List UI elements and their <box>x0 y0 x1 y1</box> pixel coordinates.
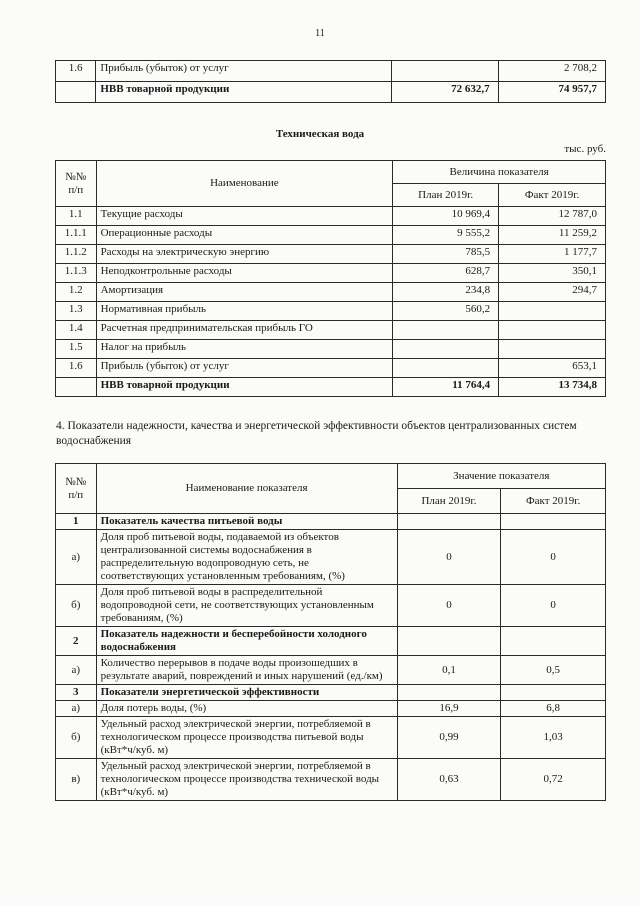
row-name: Неподконтрольные расходы <box>96 264 393 283</box>
table-row <box>56 245 606 264</box>
page-number: 11 <box>315 28 325 39</box>
header-num: №№ п/п <box>56 464 97 514</box>
row-fact: 6,8 <box>501 701 606 717</box>
row-plan: 785,5 <box>393 245 499 264</box>
row-name: Доля проб питьевой воды, подаваемой из объектов централизованной системы водоснабжения в распределительную водопроводную сеть, не соответствующих установленным требованиям, (%) <box>96 530 397 585</box>
table-row <box>56 61 606 82</box>
row-fact: 0 <box>501 530 606 585</box>
row-fact <box>501 685 606 701</box>
row-name: Удельный расход электрической энергии, потребляемой в технологическом процессе производства технической воды (кВт*ч/куб. м) <box>96 759 397 801</box>
row-num: 1.5 <box>56 340 97 359</box>
header-group: Значение показателя <box>397 464 605 489</box>
row-name: Нормативная прибыль <box>96 302 393 321</box>
row-plan: 10 969,4 <box>393 207 499 226</box>
row-name: Показатель качества питьевой воды <box>96 514 397 530</box>
row-name: НВВ товарной продукции <box>96 82 392 103</box>
row-name: Доля проб питьевой воды в распределительной водопроводной сети, не соответствующих установленным требованиям, (%) <box>96 585 397 627</box>
row-plan: 72 632,7 <box>392 82 498 103</box>
row-fact <box>501 627 606 656</box>
row-num: б) <box>56 585 97 627</box>
row-fact: 653,1 <box>499 359 606 378</box>
row-name: Доля потерь воды, (%) <box>96 701 397 717</box>
row-plan: 234,8 <box>393 283 499 302</box>
header-name: Наименование показателя <box>96 464 397 514</box>
row-plan: 560,2 <box>393 302 499 321</box>
header-fact: Факт 2019г. <box>501 489 606 514</box>
row-num: в) <box>56 759 97 801</box>
row-plan: 0 <box>397 530 501 585</box>
table-row <box>56 264 606 283</box>
row-plan: 628,7 <box>393 264 499 283</box>
row-plan: 0,1 <box>397 656 501 685</box>
row-name: Количество перерывов в подаче воды произошедших в результате аварий, повреждений и иных нарушений (ед./км) <box>96 656 397 685</box>
row-num: 1.1.1 <box>56 226 97 245</box>
unit-label: тыс. руб. <box>564 143 606 155</box>
header-plan: План 2019г. <box>397 489 501 514</box>
row-name: Показатель надежности и бесперебойности холодного водоснабжения <box>96 627 397 656</box>
header-name: Наименование <box>96 161 393 207</box>
row-fact: 12 787,0 <box>499 207 606 226</box>
row-num: 1.1.3 <box>56 264 97 283</box>
table-top-continuation <box>55 60 606 103</box>
section-row <box>56 627 606 656</box>
row-plan <box>397 514 501 530</box>
header-group: Величина показателя <box>393 161 606 184</box>
row-name: Операционные расходы <box>96 226 393 245</box>
row-num: 3 <box>56 685 97 701</box>
row-num: 2 <box>56 627 97 656</box>
row-name: Прибыль (убыток) от услуг <box>96 61 392 82</box>
row-plan <box>392 61 498 82</box>
row-num: 1.1.2 <box>56 245 97 264</box>
row-fact: 1,03 <box>501 717 606 759</box>
row-plan <box>397 685 501 701</box>
table-row <box>56 585 606 627</box>
row-num: 1.1 <box>56 207 97 226</box>
row-fact: 74 957,7 <box>498 82 605 103</box>
table-row <box>56 340 606 359</box>
row-fact: 1 177,7 <box>499 245 606 264</box>
row-name: НВВ товарной продукции <box>96 378 393 397</box>
row-fact: 11 259,2 <box>499 226 606 245</box>
row-plan: 0,63 <box>397 759 501 801</box>
table-indicators <box>55 463 606 801</box>
section-row <box>56 685 606 701</box>
table-row <box>56 283 606 302</box>
section-4-heading: 4. Показатели надежности, качества и энергетической эффективности объектов централизованных систем водоснабжения <box>56 420 577 447</box>
row-num: 1.4 <box>56 321 97 340</box>
row-fact: 350,1 <box>499 264 606 283</box>
row-plan <box>393 321 499 340</box>
row-plan: 16,9 <box>397 701 501 717</box>
row-plan <box>397 627 501 656</box>
row-fact: 13 734,8 <box>499 378 606 397</box>
header-fact: Факт 2019г. <box>499 184 606 207</box>
section-title-tech-water: Техническая вода <box>275 128 365 140</box>
row-plan: 0,99 <box>397 717 501 759</box>
row-plan: 9 555,2 <box>393 226 499 245</box>
row-fact <box>501 514 606 530</box>
table-row <box>56 759 606 801</box>
row-num <box>56 82 96 103</box>
header-plan: План 2019г. <box>393 184 499 207</box>
row-num: а) <box>56 656 97 685</box>
table-row <box>56 530 606 585</box>
row-name: Удельный расход электрической энергии, потребляемой в технологическом процессе производства питьевой воды (кВт*ч/куб. м) <box>96 717 397 759</box>
row-num: 1.3 <box>56 302 97 321</box>
row-fact <box>499 321 606 340</box>
table-row <box>56 302 606 321</box>
table-row <box>56 207 606 226</box>
row-name: Амортизация <box>96 283 393 302</box>
table-row <box>56 656 606 685</box>
row-fact: 2 708,2 <box>498 61 605 82</box>
table-row <box>56 701 606 717</box>
table-row <box>56 359 606 378</box>
row-num <box>56 378 97 397</box>
row-name: Прибыль (убыток) от услуг <box>96 359 393 378</box>
row-num: б) <box>56 717 97 759</box>
table-tech-water <box>55 160 606 397</box>
row-name: Налог на прибыль <box>96 340 393 359</box>
table-row <box>56 378 606 397</box>
row-num: а) <box>56 530 97 585</box>
row-plan <box>393 340 499 359</box>
section-row <box>56 514 606 530</box>
table-row <box>56 226 606 245</box>
row-fact: 294,7 <box>499 283 606 302</box>
row-num: 1.6 <box>56 359 97 378</box>
row-num: 1.6 <box>56 61 96 82</box>
header-num: №№ п/п <box>56 161 97 207</box>
row-num: а) <box>56 701 97 717</box>
row-num: 1.2 <box>56 283 97 302</box>
row-name: Показатели энергетической эффективности <box>96 685 397 701</box>
row-num: 1 <box>56 514 97 530</box>
row-fact <box>499 340 606 359</box>
table-row <box>56 82 606 103</box>
row-plan: 0 <box>397 585 501 627</box>
row-name: Расходы на электрическую энергию <box>96 245 393 264</box>
table-row <box>56 717 606 759</box>
row-fact: 0,72 <box>501 759 606 801</box>
table-row <box>56 321 606 340</box>
row-plan: 11 764,4 <box>393 378 499 397</box>
row-fact: 0,5 <box>501 656 606 685</box>
row-fact: 0 <box>501 585 606 627</box>
row-fact <box>499 302 606 321</box>
row-plan <box>393 359 499 378</box>
row-name: Текущие расходы <box>96 207 393 226</box>
row-name: Расчетная предпринимательская прибыль ГО <box>96 321 393 340</box>
